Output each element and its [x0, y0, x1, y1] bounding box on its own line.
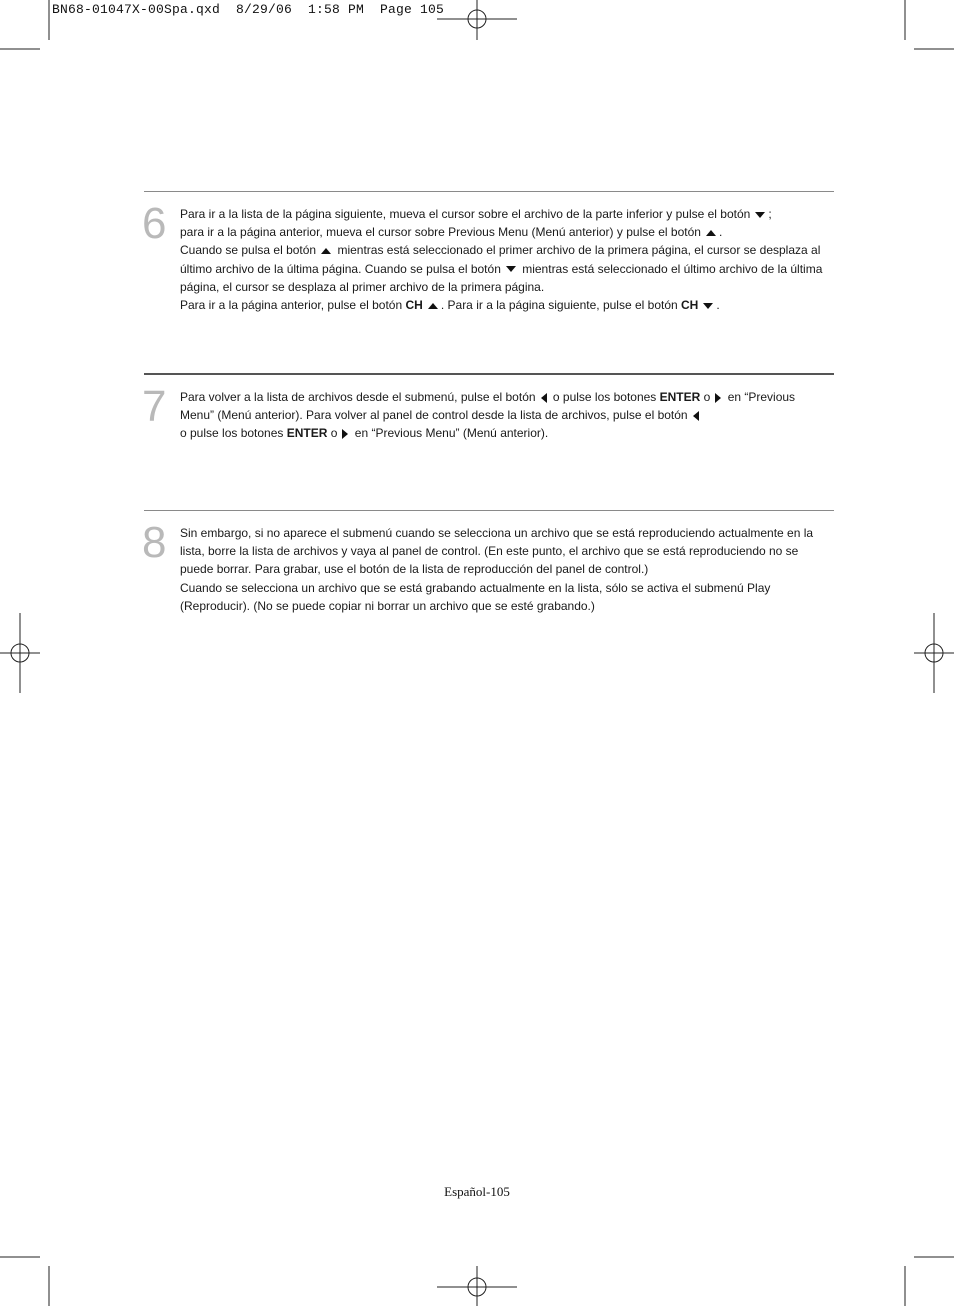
up-triangle-icon	[706, 230, 716, 236]
step-number: 8	[142, 518, 167, 567]
right-triangle-icon	[342, 429, 348, 439]
step-number: 7	[142, 382, 167, 431]
step-number: 6	[142, 199, 167, 248]
file-slug: BN68-01047X-00Spa.qxd 8/29/06 1:58 PM Page 105	[52, 2, 445, 17]
up-triangle-icon	[428, 303, 438, 309]
down-triangle-icon	[755, 212, 765, 218]
left-triangle-icon	[541, 393, 547, 403]
right-triangle-icon	[715, 393, 721, 403]
down-triangle-icon	[703, 303, 713, 309]
page-number: Español-105	[444, 1184, 510, 1199]
step-8-text: Sin embargo, si no aparece el submenú cuando se selecciona un archivo que se está reproduciendo actualmente en la lista, borre la lista de archivos y vaya al panel de control. (En este punto, el archivo que se está reproduciendo no se puede borrar. Para grabar, use el botón de la lista de reproducción del panel de control.) Cuando se selecciona un archivo que se está grabando actualmente en la lista, sólo se activa el submenú Play (Reproducir). (No se puede copiar ni borrar un archivo que se esté grabando.)	[180, 526, 814, 613]
step-6-text: Para ir a la lista de la página siguiente, mueva el cursor sobre el archivo de la parte inferior y pulse el botón ; para ir a la página anterior, mueva el cursor sobre Previous Menu (Menú anterior) y pulse el botón . Cuando se pulsa el botón mientras está seleccionado el primer archivo de la primera página, el cursor se desplaza al último archivo de la última página. Cuando se pulsa el botón mientras está seleccionado el último archivo de la última página, el cursor se desplaza al primer archivo de la primera página. Para ir a la página anterior, pulse el botón CH . Para ir a la página siguiente, pulse el botón CH .	[180, 207, 823, 313]
section-divider	[144, 510, 834, 511]
down-triangle-icon	[506, 266, 516, 272]
left-triangle-icon	[693, 411, 699, 421]
step-7-text: Para volver a la lista de archivos desde el submenú, pulse el botón o pulse los botones ENTER o en “Previous Menu” (Menú anterior). Para volver al panel de control desde la lista de archivos, pulse el botón o pulse los botones ENTER o en “Previous Menu” (Menú anterior).	[180, 390, 796, 441]
section-divider	[144, 373, 834, 375]
up-triangle-icon	[321, 248, 331, 254]
section-divider	[144, 191, 834, 192]
